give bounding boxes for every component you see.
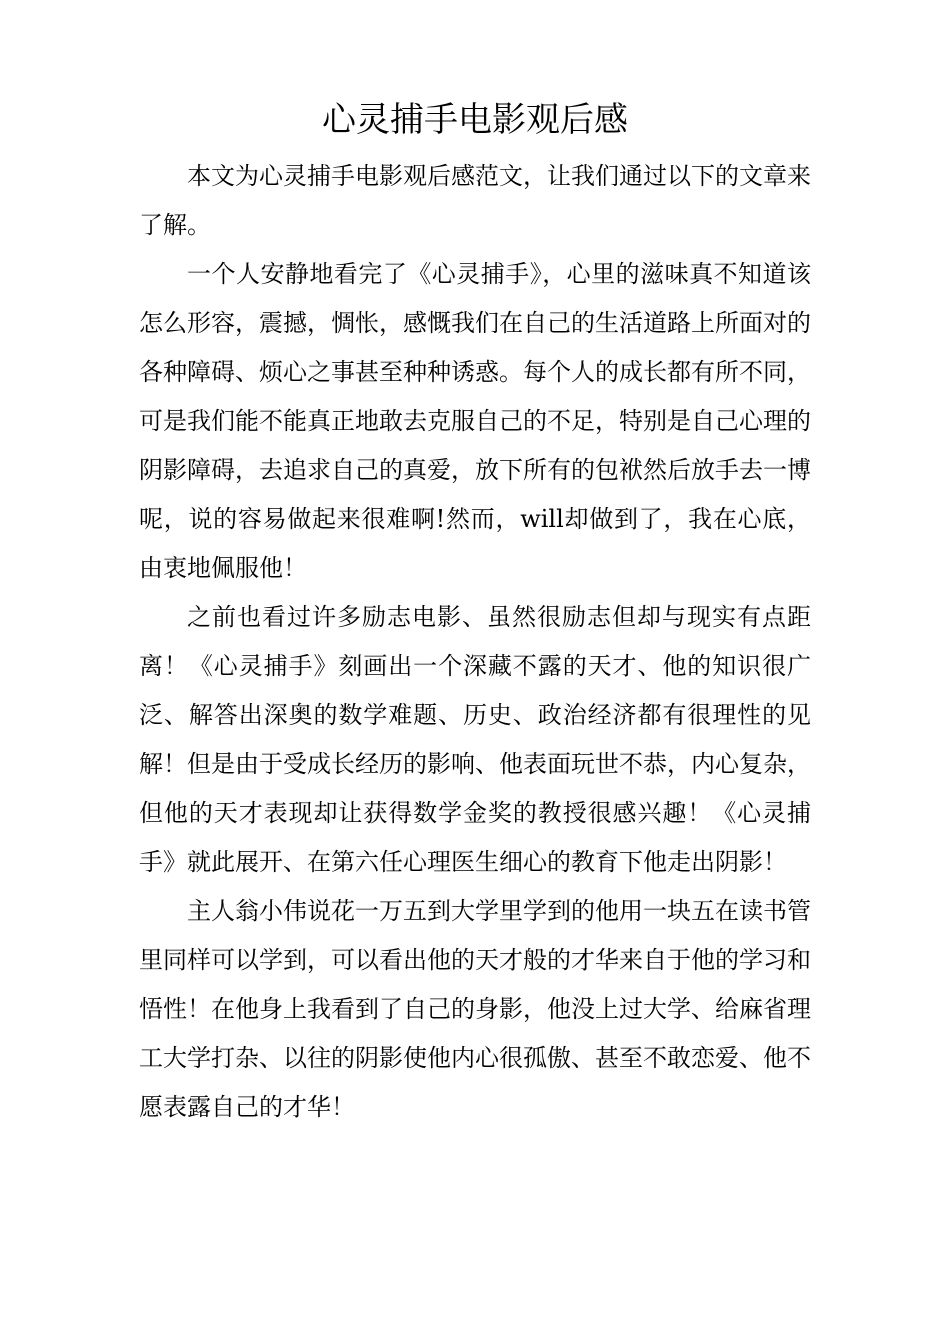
paragraph-1: 一个人安静地看完了《心灵捕手》，心里的滋味真不知道该怎么形容，震撼，惆怅，感慨我们在自己的生活道路上所面对的各种障碍、烦心之事甚至种种诱惑。每个人的成长都有所不同，可是我们能不能真正地敢去克服自己的不足，特别是自己心理的阴影障碍，去追求自己的真爱，放下所有的包袱然后放手去一博呢，说的容易做起来很难啊!然而，will却做到了，我在心底，由衷地佩服他！ bbox=[139, 260, 811, 582]
paragraph-3: 主人翁小伟说花一万五到大学里学到的他用一块五在读书管里同样可以学到，可以看出他的天才般的才华来自于他的学习和悟性！在他身上我看到了自己的身影，他没上过大学、给麻省理工大学打杂、以往的阴影使他内心很孤傲、甚至不敢恋爱、他不愿表露自己的才华！ bbox=[139, 897, 811, 1121]
document-title: 心灵捕手电影观后感 bbox=[322, 100, 628, 140]
paragraph-2: 之前也看过许多励志电影、虽然很励志但却与现实有点距离！《心灵捕手》刻画出一个深藏不露的天才、他的知识很广泛、解答出深奥的数学难题、历史、政治经济都有很理性的见解！但是由于受成长经历的影响、他表面玩世不恭，内心复杂，但他的天才表现却让获得数学金奖的教授很感兴趣！《心灵捕手》就此展开、在第六任心理医生细心的教育下他走出阴影！ bbox=[139, 603, 811, 876]
document-body bbox=[139, 152, 811, 1132]
paragraph-intro: 本文为心灵捕手电影观后感范文，让我们通过以下的文章来了解。 bbox=[139, 162, 811, 239]
